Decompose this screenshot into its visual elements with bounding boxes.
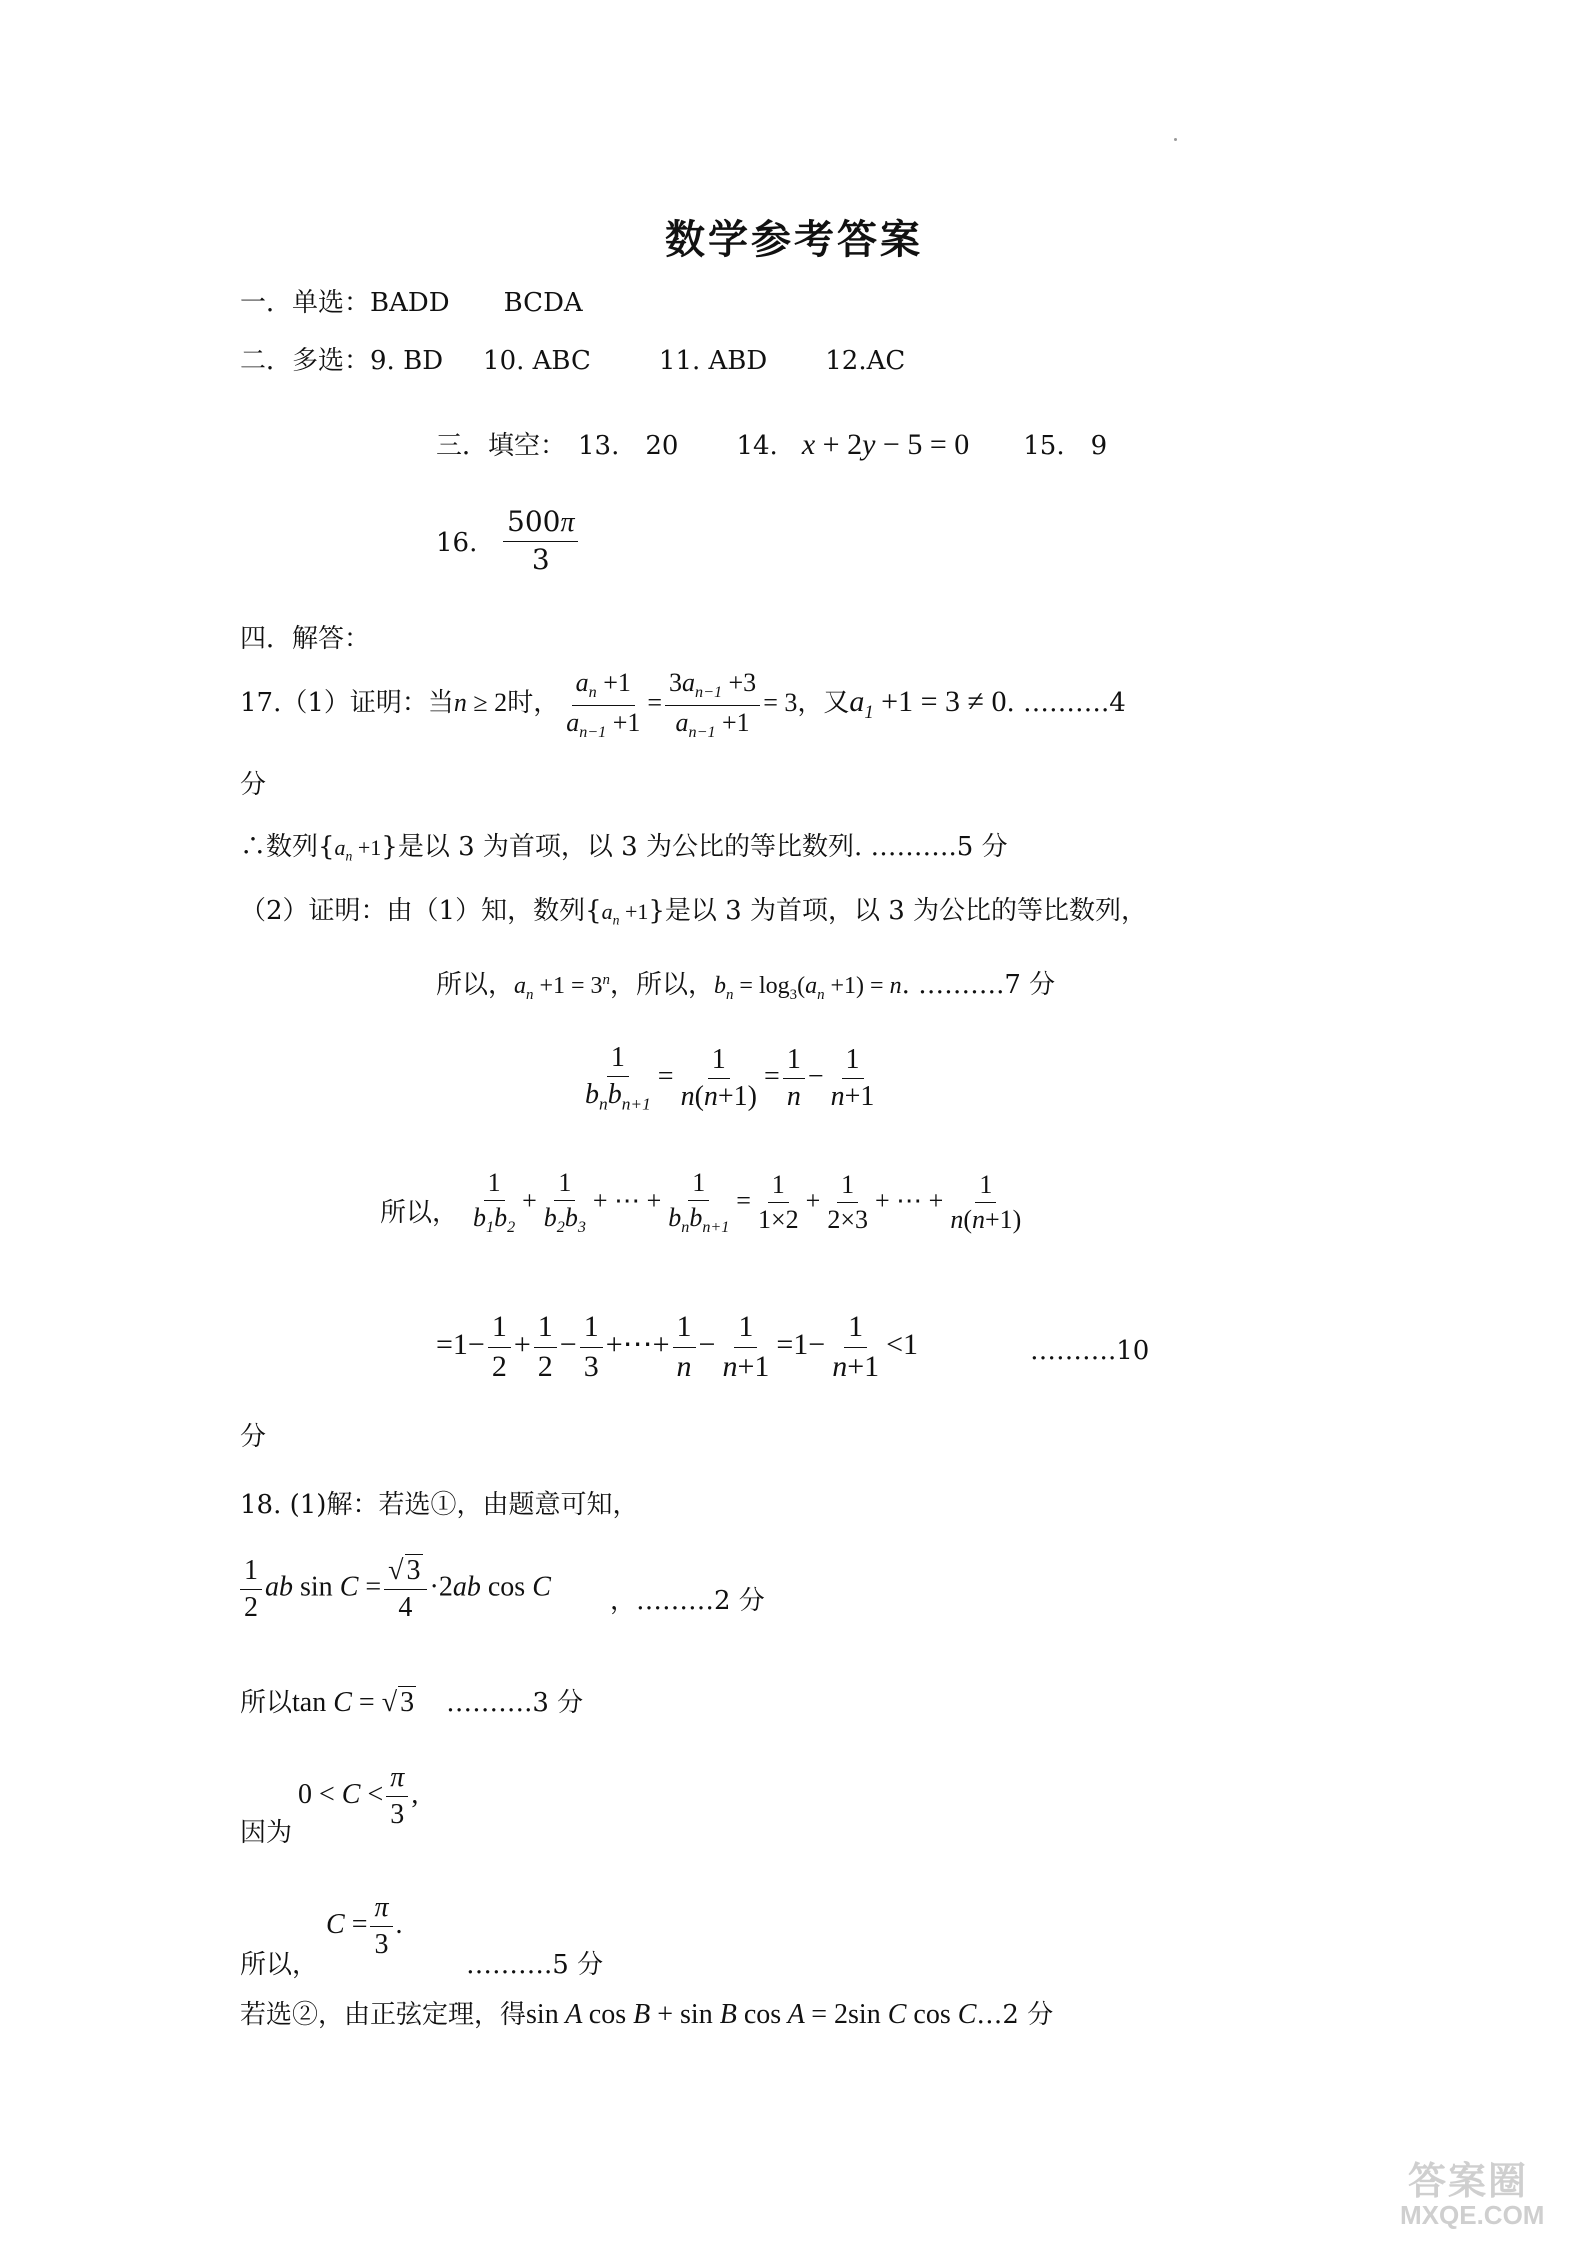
q18-sine-formula: sin A cos B + sin B cos A = 2sin C cos C xyxy=(526,1999,977,2030)
q18-area-formula: $\frac{1}{2}$ ab sin C = $\frac{√ 3}{4}$ ·2ab cos C xyxy=(240,1554,551,1624)
multi-choice-label: 二．多选： xyxy=(240,346,371,376)
q17-initial-formula: $a_1 +1 = 3 \ne 0$ xyxy=(849,685,1007,724)
q17-score-10: ……….10 xyxy=(1030,1336,1150,1366)
q17-bn-formula: $b_n = \log_3(a_n +1) = n$ xyxy=(713,973,902,1003)
q17-when: 时， xyxy=(507,688,560,719)
answer-15-value: 9 xyxy=(1090,431,1108,461)
q17-result-formula: =1− $\frac{1}{2}$ + $\frac{1}{2}$ − $\frac{1}{3}$ +⋯+ $\frac{1}{n}$ − $\frac{1}{n+1}$ =1− $\frac{1}{n+1}$ <1 xyxy=(436,1310,919,1383)
q18-score-2: ，………2 分 xyxy=(610,1586,765,1616)
q17-intro: 17.（1）证明：当 xyxy=(240,688,454,719)
watermark-url: MXQE.COM xyxy=(1400,2200,1545,2230)
q18-tan-formula: tan C = √ 3 xyxy=(292,1687,415,1718)
page-title: 数学参考答案 xyxy=(665,216,923,263)
fill-blank-label: 三．填空： xyxy=(436,431,567,461)
q17-ratio-formula: $\frac{a_n +1}{a_{n-1} +1}$ = $\frac{3a_{n-1} +3}{a_{n-1} +1}$ = 3 xyxy=(566,668,798,741)
q17-part-2: （2）证明：由（1）知，数列$\{a_n +1\}$是以 3 为首项，以 3 为公比的等比数列， xyxy=(240,896,1148,928)
section-solutions-label: 四．解答： xyxy=(240,624,371,654)
q17-condition: n ≥ 2 xyxy=(453,688,508,718)
answer-16-formula: $\frac{500\pi}{3}$ xyxy=(500,506,581,576)
section-single-choice xyxy=(240,282,583,319)
q18-tan-line: 所以tan C = √ 3 ……….3 分 xyxy=(240,1687,584,1718)
q17-sum-prefix: 所以， xyxy=(380,1198,459,1228)
q17-again: ，又 xyxy=(797,688,850,719)
stray-dot xyxy=(1174,138,1177,141)
q17-score-unit-2: 分 xyxy=(240,1422,267,1452)
section-fill-blank xyxy=(436,425,1107,462)
q18-score-5: ……….5 分 xyxy=(466,1950,604,1980)
answer-11: 11. ABD xyxy=(658,346,768,376)
answer-9: 9. BD xyxy=(370,346,444,376)
answer-15-number: 15. xyxy=(1023,431,1065,461)
section-multi-choice xyxy=(240,340,905,377)
q17-an-formula: $a_n +1 = 3^n$ xyxy=(514,972,610,1003)
answer-12: 12.AC xyxy=(825,346,906,376)
q18-range-formula: 0 < C < $\frac{\pi}{3}$ , xyxy=(298,1762,419,1831)
q17-telescoping-identity: $\frac{1}{b_nb_{n+1}}$ = $\frac{1}{n(n+1)}$ = $\frac{1}{n}$ − $\frac{1}{n+1}$ xyxy=(585,1042,875,1114)
q18-option-2-line: 若选②，由正弦定理，得sin A cos B + sin B cos A = 2sin C cos C…2 分 xyxy=(240,1999,1054,2030)
answer-10: 10. ABC xyxy=(483,346,591,376)
single-choice-label: 一．单选： xyxy=(240,288,371,318)
single-choice-group-2: BCDA xyxy=(503,288,583,318)
q17-sum-formula: $\frac{1}{b_1b_2}$ + $\frac{1}{b_2b_3}$ + ⋯ + $\frac{1}{b_nb_{n+1}}$ = $\frac{1}{1\times 2}$ + $\frac{1}{2\times 3}$ + ⋯ + $\frac{1}{n(n+1)}$ xyxy=(473,1168,1022,1237)
watermark-logo: 答案圈 xyxy=(1408,2161,1529,2203)
q18-so: 所以， xyxy=(240,1950,319,1980)
answer-14-formula: x + 2y − 5 = 0 xyxy=(801,428,970,461)
answer-14-number: 14. xyxy=(736,431,778,461)
answer-13-value: 20 xyxy=(645,431,679,461)
q17-score-4: . ……….4 xyxy=(1006,688,1126,719)
answer-16-number: 16. xyxy=(436,528,478,558)
q17-bn-line: 所以，$a_n +1 = 3^n$，所以，$b_n = \log_3(a_n +1) = n$. ……….7 分 xyxy=(436,970,1056,1003)
q17-score-unit: 分 xyxy=(240,770,267,800)
q17-line-1 xyxy=(240,668,1126,742)
q18-because: 因为 xyxy=(240,1818,293,1848)
q18-intro: 18. (1)解：若选①，由题意可知， xyxy=(240,1490,639,1520)
single-choice-group-1: BADD xyxy=(370,288,450,318)
q18-c-formula: C = $\frac{\pi}{3}$ . xyxy=(326,1892,403,1961)
answer-13-number: 13. xyxy=(578,431,620,461)
q17-conclusion: ∴数列$\{a_n +1\}$是以 3 为首项，以 3 为公比的等比数列. ……….5 分 xyxy=(240,832,1008,864)
